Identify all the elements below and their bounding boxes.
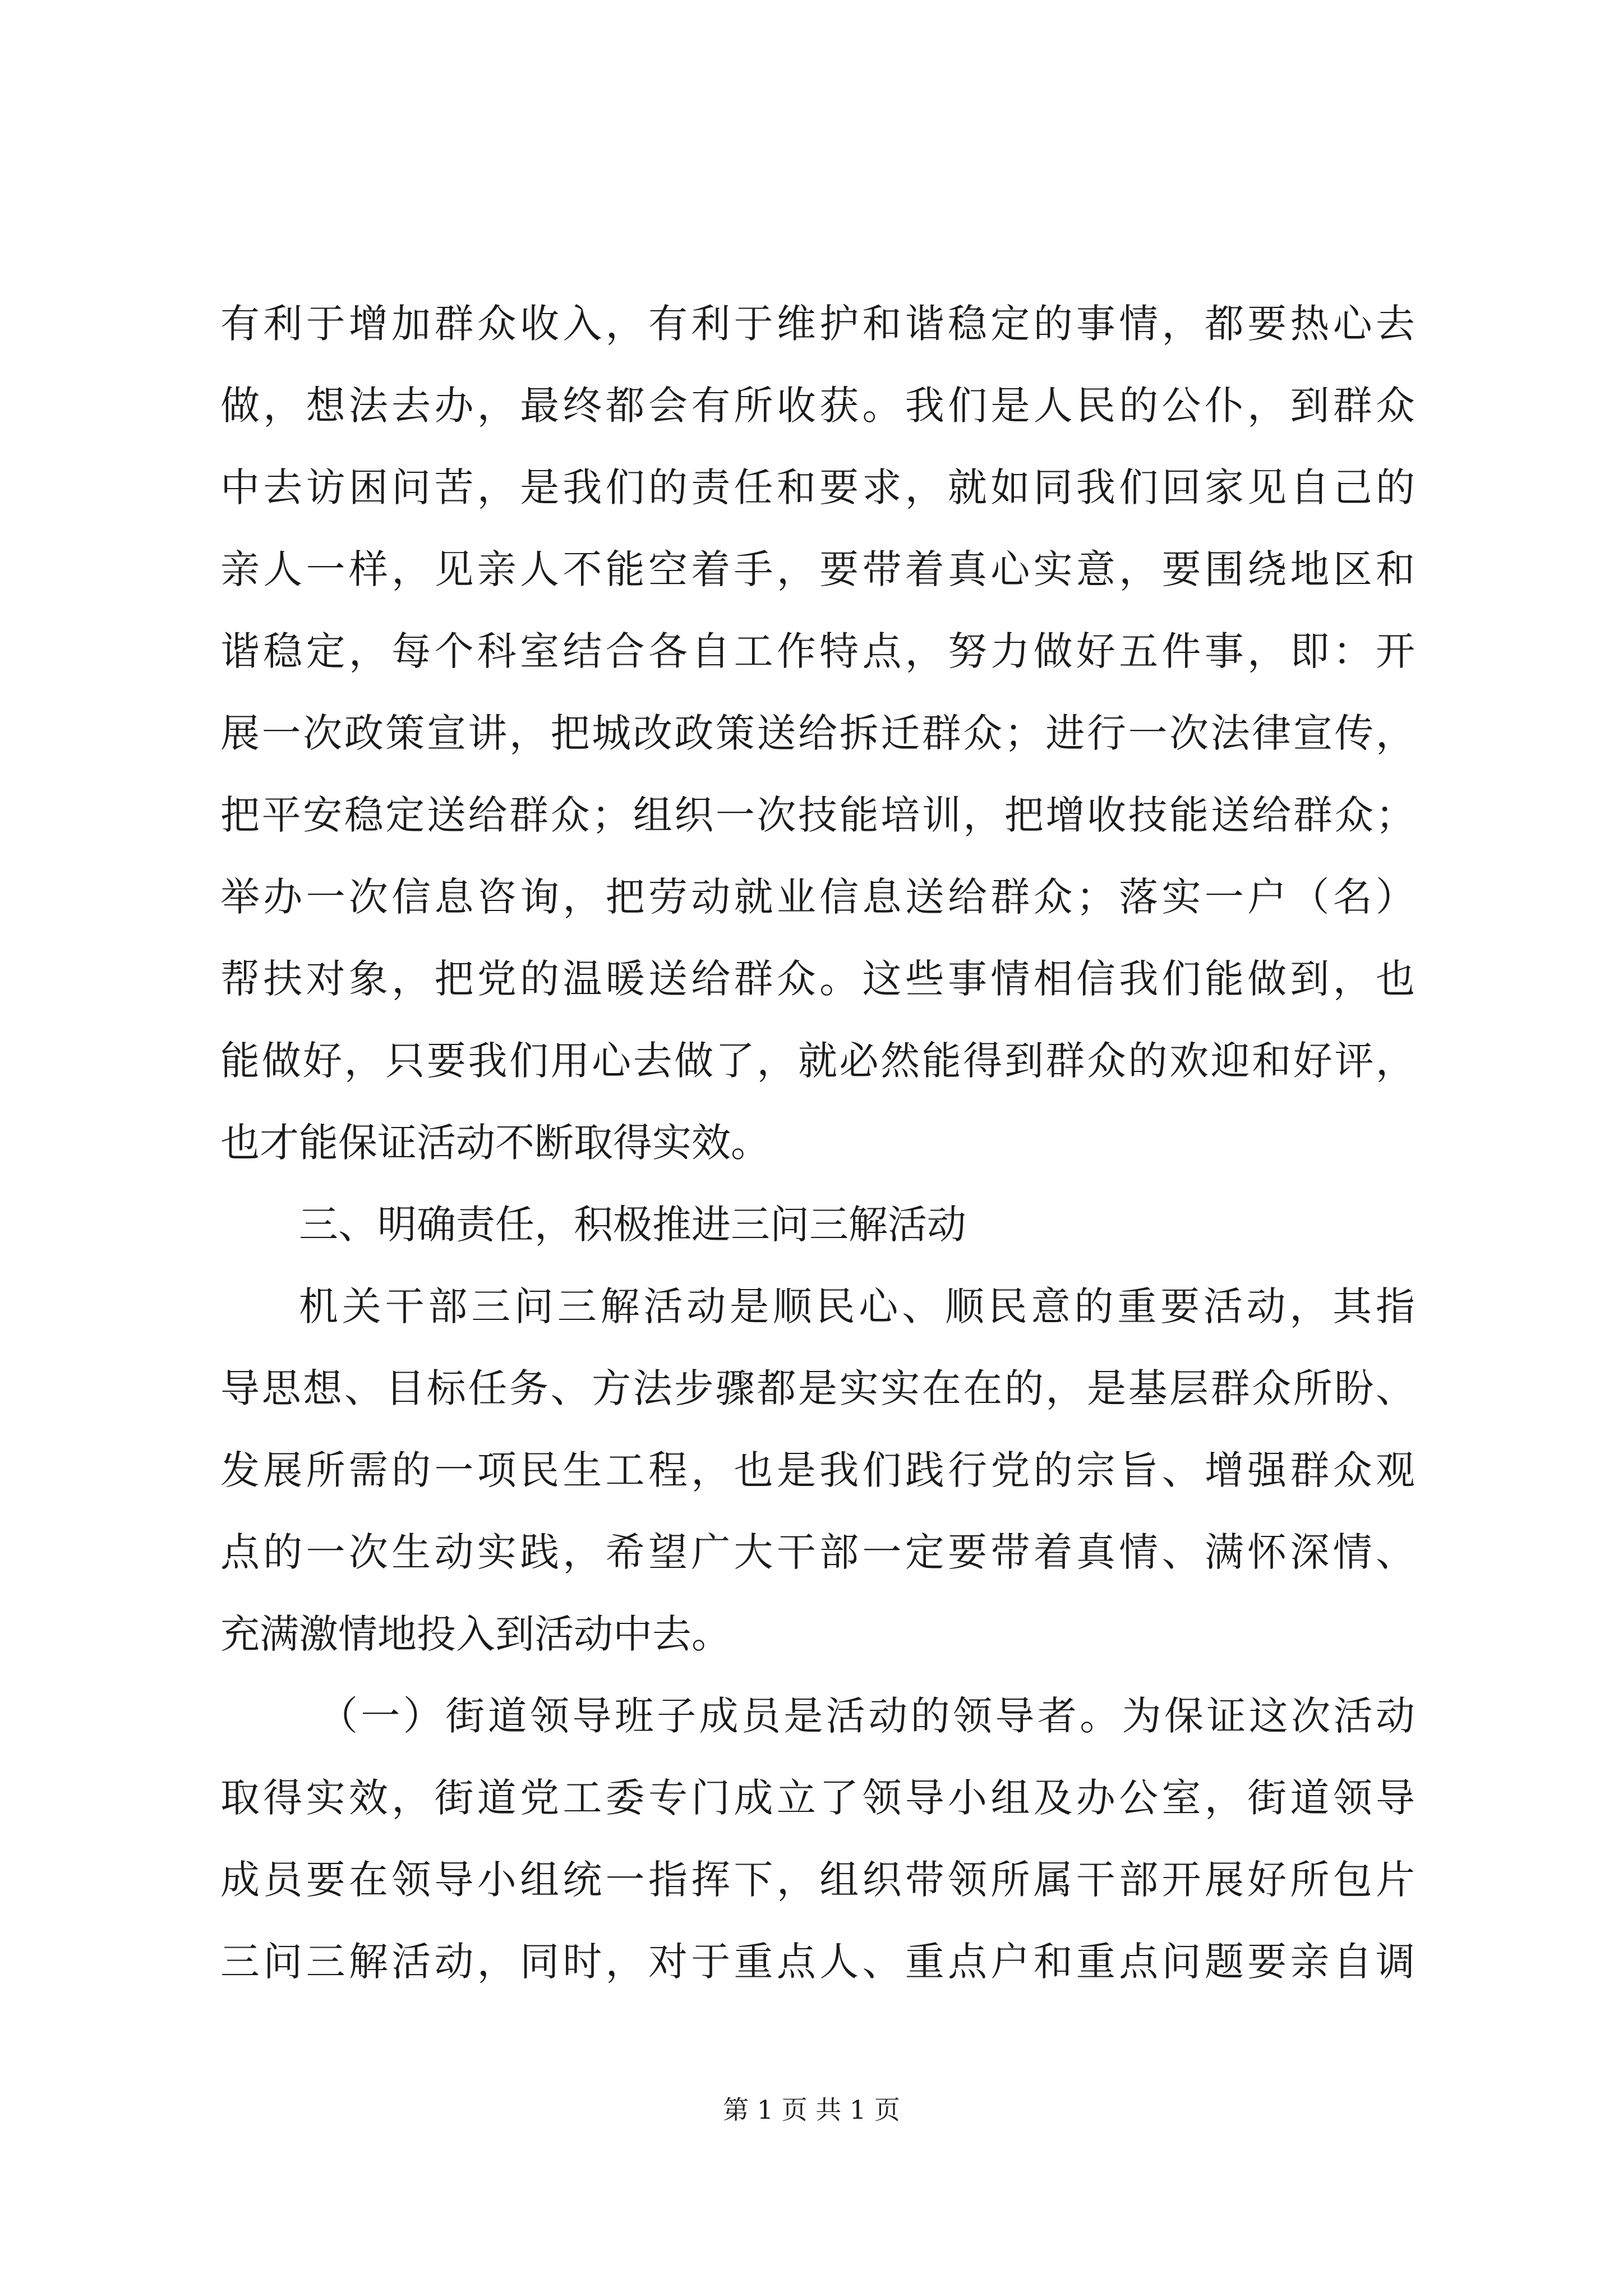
text-line: 成员要在领导小组统一指挥下，组织带领所属干部开展好所包片 (220, 1857, 1415, 1903)
text-line: 能做好，只要我们用心去做了，就必然能得到群众的欢迎和好评， (220, 1038, 1415, 1084)
text-line: 取得实效，街道党工委专门成立了领导小组及办公室，街道领导 (220, 1775, 1415, 1821)
section-heading: 三、明确责任，积极推进三问三解活动 (299, 1202, 966, 1248)
text-line: 做，想法去办，最终都会有所收获。我们是人民的公仆，到群众 (220, 383, 1415, 429)
text-line: 帮扶对象，把党的温暖送给群众。这些事情相信我们能做到，也 (220, 956, 1415, 1002)
page-footer: 第 1 页 共 1 页 (723, 2095, 900, 2125)
text-line: 三问三解活动，同时，对于重点人、重点户和重点问题要亲自调 (220, 1939, 1415, 1985)
text-line: 举办一次信息咨询，把劳动就业信息送给群众；落实一户（名） (220, 874, 1415, 920)
text-line: 发展所需的一项民生工程，也是我们践行党的宗旨、增强群众观 (220, 1447, 1415, 1493)
text-line: 也才能保证活动不断取得实效。 (220, 1120, 770, 1166)
text-line: 中去访困问苦，是我们的责任和要求，就如同我们回家见自己的 (220, 464, 1415, 510)
text-line: （一）街道领导班子成员是活动的领导者。为保证这次活动 (319, 1693, 1415, 1739)
text-line: 充满激情地投入到活动中去。 (220, 1611, 731, 1657)
text-line: 有利于增加群众收入，有利于维护和谐稳定的事情，都要热心去 (220, 301, 1415, 347)
text-line: 机关干部三问三解活动是顺民心、顺民意的重要活动，其指 (299, 1283, 1415, 1329)
text-line: 谐稳定，每个科室结合各自工作特点，努力做好五件事，即：开 (220, 628, 1415, 674)
text-line: 点的一次生动实践，希望广大干部一定要带着真情、满怀深情、 (220, 1529, 1415, 1575)
document-body (220, 301, 1415, 2024)
text-line: 亲人一样，见亲人不能空着手，要带着真心实意，要围绕地区和 (220, 546, 1415, 592)
text-line: 展一次政策宣讲，把城改政策送给拆迁群众；进行一次法律宣传， (220, 710, 1415, 756)
text-line: 导思想、目标任务、方法步骤都是实实在在的，是基层群众所盼、 (220, 1365, 1415, 1411)
text-line: 把平安稳定送给群众；组织一次技能培训，把增收技能送给群众； (220, 792, 1415, 838)
